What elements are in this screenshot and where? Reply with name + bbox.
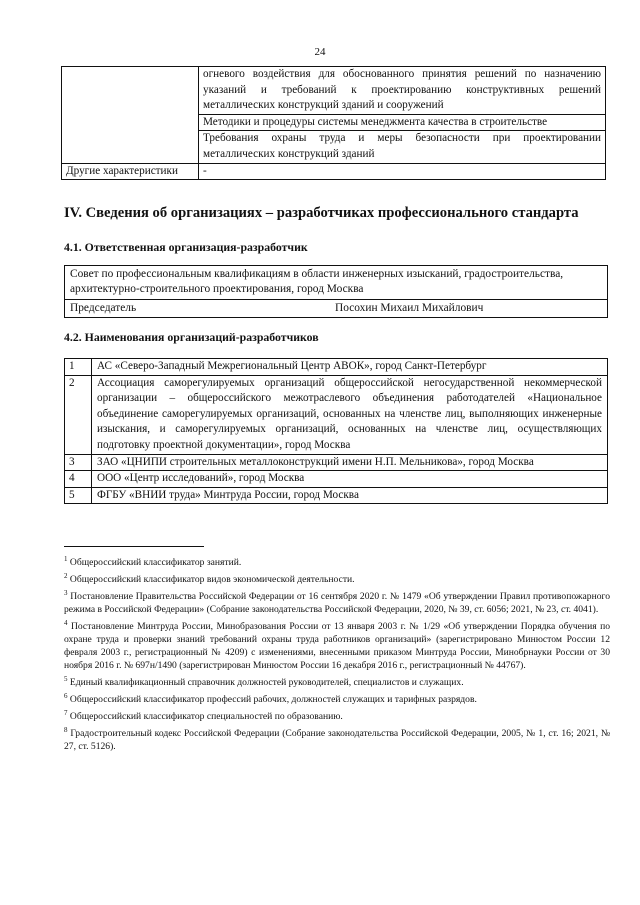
footnote [64,587,610,617]
footnote [64,570,610,587]
footnote [64,724,610,754]
chair-label: Председатель [70,301,137,314]
footnote-text: Постановление Минтруда России, Минобразования России от 13 января 2003 г. № 1/29 «Об утверждении Порядка обучения по охране труда и проверки знаний требований охраны труда работников организаций» (зарегистрировано Минюстом России 12 февраля 2003 г., регистрационный № 4209) с изменениями, внесенными приказом Минтруда России, Минобрнауки России от 30 ноября 2016 г. № 697н/1490 (зарегистрирован Минюстом России 16 декабря 2016 г., регистрационный № 44767). [64,621,611,672]
footnote-mark: 8 [64,726,68,735]
table-row [65,266,608,300]
developers-heading: 4.2. Наименования организаций-разработчиков [64,330,319,344]
organization-text: АС «Северо-Западный Межрегиональный Центр АВОК», город Санкт-Петербург [92,359,608,376]
footnote-mark: 7 [64,709,68,718]
footnote-text: Общероссийский классификатор специальностей по образованию. [69,711,343,723]
footnote-mark: 4 [64,619,68,628]
footnote-mark: 2 [64,572,68,581]
row-number: 1 [65,359,92,376]
table-cell: - [199,163,606,180]
organization-text: ООО «Центр исследований», город Москва [92,471,608,488]
footnote-text: Общероссийский классификатор профессий рабочих, должностей служащих и тарифных разрядов. [69,694,477,706]
organization-text: Ассоциация саморегулируемых организаций общероссийской негосударственной некоммерческой организации – общероссийского межотраслевого объединения работодателей «Национальное объединение саморегулируемых организаций, основанных на членстве лиц, выполняющих инженерные изыскания, и саморегулируемых организаций, основанных на членстве лиц, осуществляющих подготовку проектной документации», город Москва [92,375,608,454]
footnote [64,690,610,707]
table-cell: Требования охраны труда и меры безопасности при проектировании металлических конструкций зданий [199,131,606,163]
table-row [62,163,606,180]
table-row [65,375,608,454]
footnotes [64,553,610,754]
continuation-table [61,66,606,180]
row-label: Другие характеристики [62,163,199,180]
table-row [65,471,608,488]
footnote [64,673,610,690]
table-row [62,67,606,115]
footnote-mark: 5 [64,675,68,683]
chair-cell [65,299,608,317]
organization-text: ФГБУ «ВНИИ труда» Минтруда России, город Москва [92,487,608,504]
footnote-text: Постановление Правительства Российской Федерации от 16 сентября 2020 г. № 1479 «Об утверждении Правил противопожарного режима в Российской Федерации» (Собрание законодательства Российской Федерации, 2020, № 39, ст. 6056; 2021, № 23, ст. 4041). [64,591,610,616]
footnote [64,617,610,673]
footnote-mark: 3 [64,589,68,598]
row-number: 2 [65,375,92,454]
table-row [65,359,608,376]
footnote-divider [64,546,204,547]
table-row [65,454,608,471]
table-row [65,487,608,504]
footnote-mark: 1 [64,555,68,563]
table-cell: Методики и процедуры системы менеджмента качества в строительстве [199,114,606,131]
chair-name: Посохин Михаил Михайлович [335,301,484,314]
footnote-mark: 6 [64,692,68,701]
footnote-text: Общероссийский классификатор видов экономической деятельности. [69,574,355,586]
footnote [64,707,610,724]
responsible-table [64,265,608,318]
footnote-text: Общероссийский классификатор занятий. [69,557,242,569]
organization-name: Совет по профессиональным квалификациям в области инженерных изысканий, градостроительства, архитектурно-строительного проектирования, город Москва [65,266,608,300]
row-number: 3 [65,454,92,471]
developers-table [64,358,608,504]
row-number: 5 [65,487,92,504]
table-cell: огневого воздействия для обоснованного принятия решений по назначению указаний и требований к проектированию конструктивных решений металлических конструкций зданий и сооружений [199,67,606,115]
footnote [64,553,610,570]
footnote-text: Единый квалификационный справочник должностей руководителей, специалистов и служащих. [69,677,464,689]
section-title: IV. Сведения об организациях – разработчиках профессионального стандарта [64,205,579,221]
organization-text: ЗАО «ЦНИПИ строительных металлоконструкций имени Н.П. Мельникова», город Москва [92,454,608,471]
row-label [62,67,199,164]
page-number: 24 [314,46,326,58]
responsible-heading: 4.1. Ответственная организация-разработчик [64,240,308,254]
row-number: 4 [65,471,92,488]
table-row [65,299,608,317]
footnote-text: Градостроительный кодекс Российской Федерации (Собрание законодательства Российской Федерации, 2005, № 1, ст. 16; 2021, № 27, ст. 5126). [64,728,611,753]
